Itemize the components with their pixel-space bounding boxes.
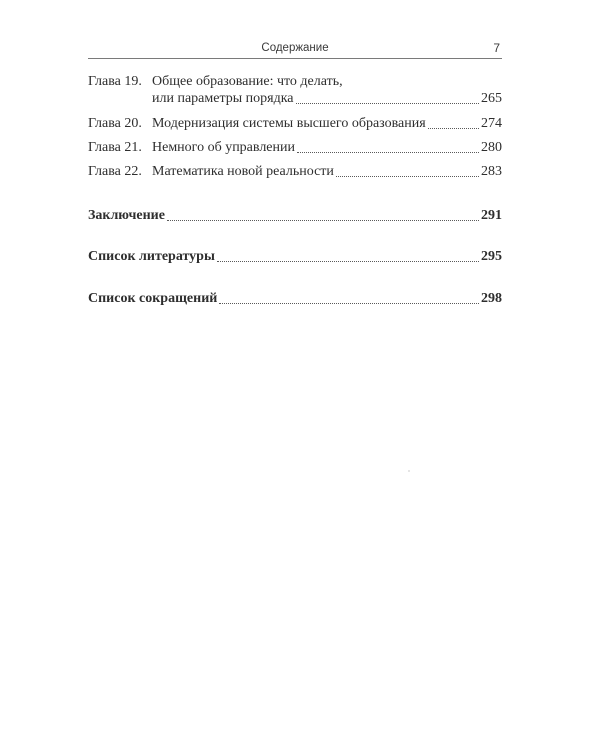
- dot-leader: [428, 116, 479, 129]
- section-page-number: 295: [481, 249, 502, 264]
- chapter-label: Глава 21.: [88, 140, 142, 155]
- chapter-page-number: 283: [481, 164, 502, 179]
- chapter-label: Глава 19.: [88, 74, 142, 89]
- dot-leader: [217, 249, 479, 262]
- dot-leader: [167, 208, 479, 221]
- chapter-title: Модернизация системы высшего образования: [152, 116, 426, 131]
- dot-leader: [296, 91, 479, 104]
- chapter-title: Немного об управлении: [152, 140, 296, 155]
- toc-entry-conclusion: [88, 207, 502, 224]
- section-title: Заключение: [88, 208, 165, 223]
- section-page-number: 291: [481, 208, 502, 223]
- paper-speck: [408, 470, 410, 472]
- section-title: Список литературы: [88, 249, 215, 264]
- dot-leader: [297, 140, 479, 153]
- chapter-title-line2: или параметры порядка: [152, 91, 294, 106]
- running-header: [88, 40, 502, 59]
- chapter-page-number: 280: [481, 140, 502, 155]
- chapter-page-number: 274: [481, 116, 502, 131]
- toc-entry-chapter-22: [88, 163, 502, 180]
- page-number: 7: [493, 41, 500, 55]
- toc-entry-chapter-21: [88, 139, 502, 156]
- section-title: Список сокращений: [88, 291, 218, 306]
- running-header-title: Содержание: [261, 42, 329, 54]
- toc-entry-chapter-19-line2: [152, 90, 502, 107]
- chapter-page-number: 265: [481, 91, 502, 106]
- chapter-title: Математика новой реальности: [152, 164, 334, 179]
- toc-entry-abbreviations: [88, 290, 502, 307]
- section-page-number: 298: [481, 291, 502, 306]
- toc-entry-chapter-19-line1: [88, 73, 502, 90]
- dot-leader: [336, 164, 479, 177]
- chapter-label: Глава 20.: [88, 116, 142, 131]
- chapter-title-line1: Общее образование: что делать,: [152, 74, 343, 89]
- toc-entry-bibliography: [88, 248, 502, 265]
- chapter-label: Глава 22.: [88, 164, 142, 179]
- dot-leader: [219, 291, 479, 304]
- toc-entry-chapter-20: [88, 115, 502, 132]
